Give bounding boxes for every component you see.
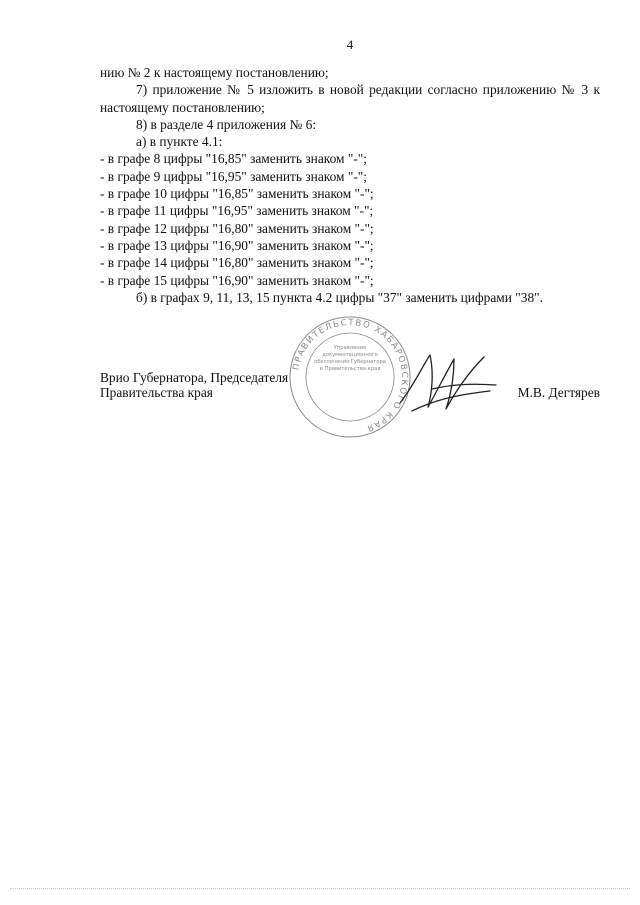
signatory-position [100, 370, 288, 400]
page-number: 4 [346, 37, 354, 52]
paragraph-item-7: 7) приложение № 5 изложить в новой редакции согласно приложению № 3 к настоящему постановлению; [100, 82, 600, 115]
handwritten-signature [392, 345, 502, 420]
signatory-position-line2: Правительства края [100, 385, 213, 400]
list-item: - в графе 13 цифры "16,90" заменить знаком "-"; [100, 237, 374, 253]
list-item: - в графе 9 цифры "16,95" заменить знаком "-"; [100, 168, 367, 184]
list-item: - в графе 15 цифры "16,90" заменить знаком "-"; [100, 272, 374, 288]
paragraph-item-8: 8) в разделе 4 приложения № 6: [136, 116, 317, 132]
stamp-inner-text: Управление документационного обеспечения Губернатора и Правительства края [314, 345, 386, 372]
list-item: - в графе 8 цифры "16,85" заменить знаком "-"; [100, 151, 367, 167]
stamp-ring-text: ПРАВИТЕЛЬСТВО ХАБАРОВСКОГО КРАЯ [291, 317, 410, 434]
signatory-position-line1: Врио Губернатора, Председателя [100, 370, 289, 385]
paragraph-continuation: нию № 2 к настоящему постановлению; [100, 65, 329, 80]
signatory-name: М.В. Дегтярев [517, 385, 600, 400]
list-item: - в графе 14 цифры "16,80" заменить знаком "-"; [100, 255, 374, 271]
document-body [100, 64, 600, 306]
paragraph-item-a: а) в пункте 4.1: [136, 134, 223, 150]
list-item: - в графе 10 цифры "16,85" заменить знаком "-"; [100, 186, 374, 202]
list-item: - в графе 11 цифры "16,95" заменить знаком "-"; [100, 203, 374, 219]
list-item: - в графе 12 цифры "16,80" заменить знаком "-"; [100, 220, 374, 236]
scan-artifact-line [10, 888, 630, 893]
paragraph-item-b: б) в графах 9, 11, 13, 15 пункта 4.2 цифры "37" заменить цифрами "38". [136, 289, 543, 305]
